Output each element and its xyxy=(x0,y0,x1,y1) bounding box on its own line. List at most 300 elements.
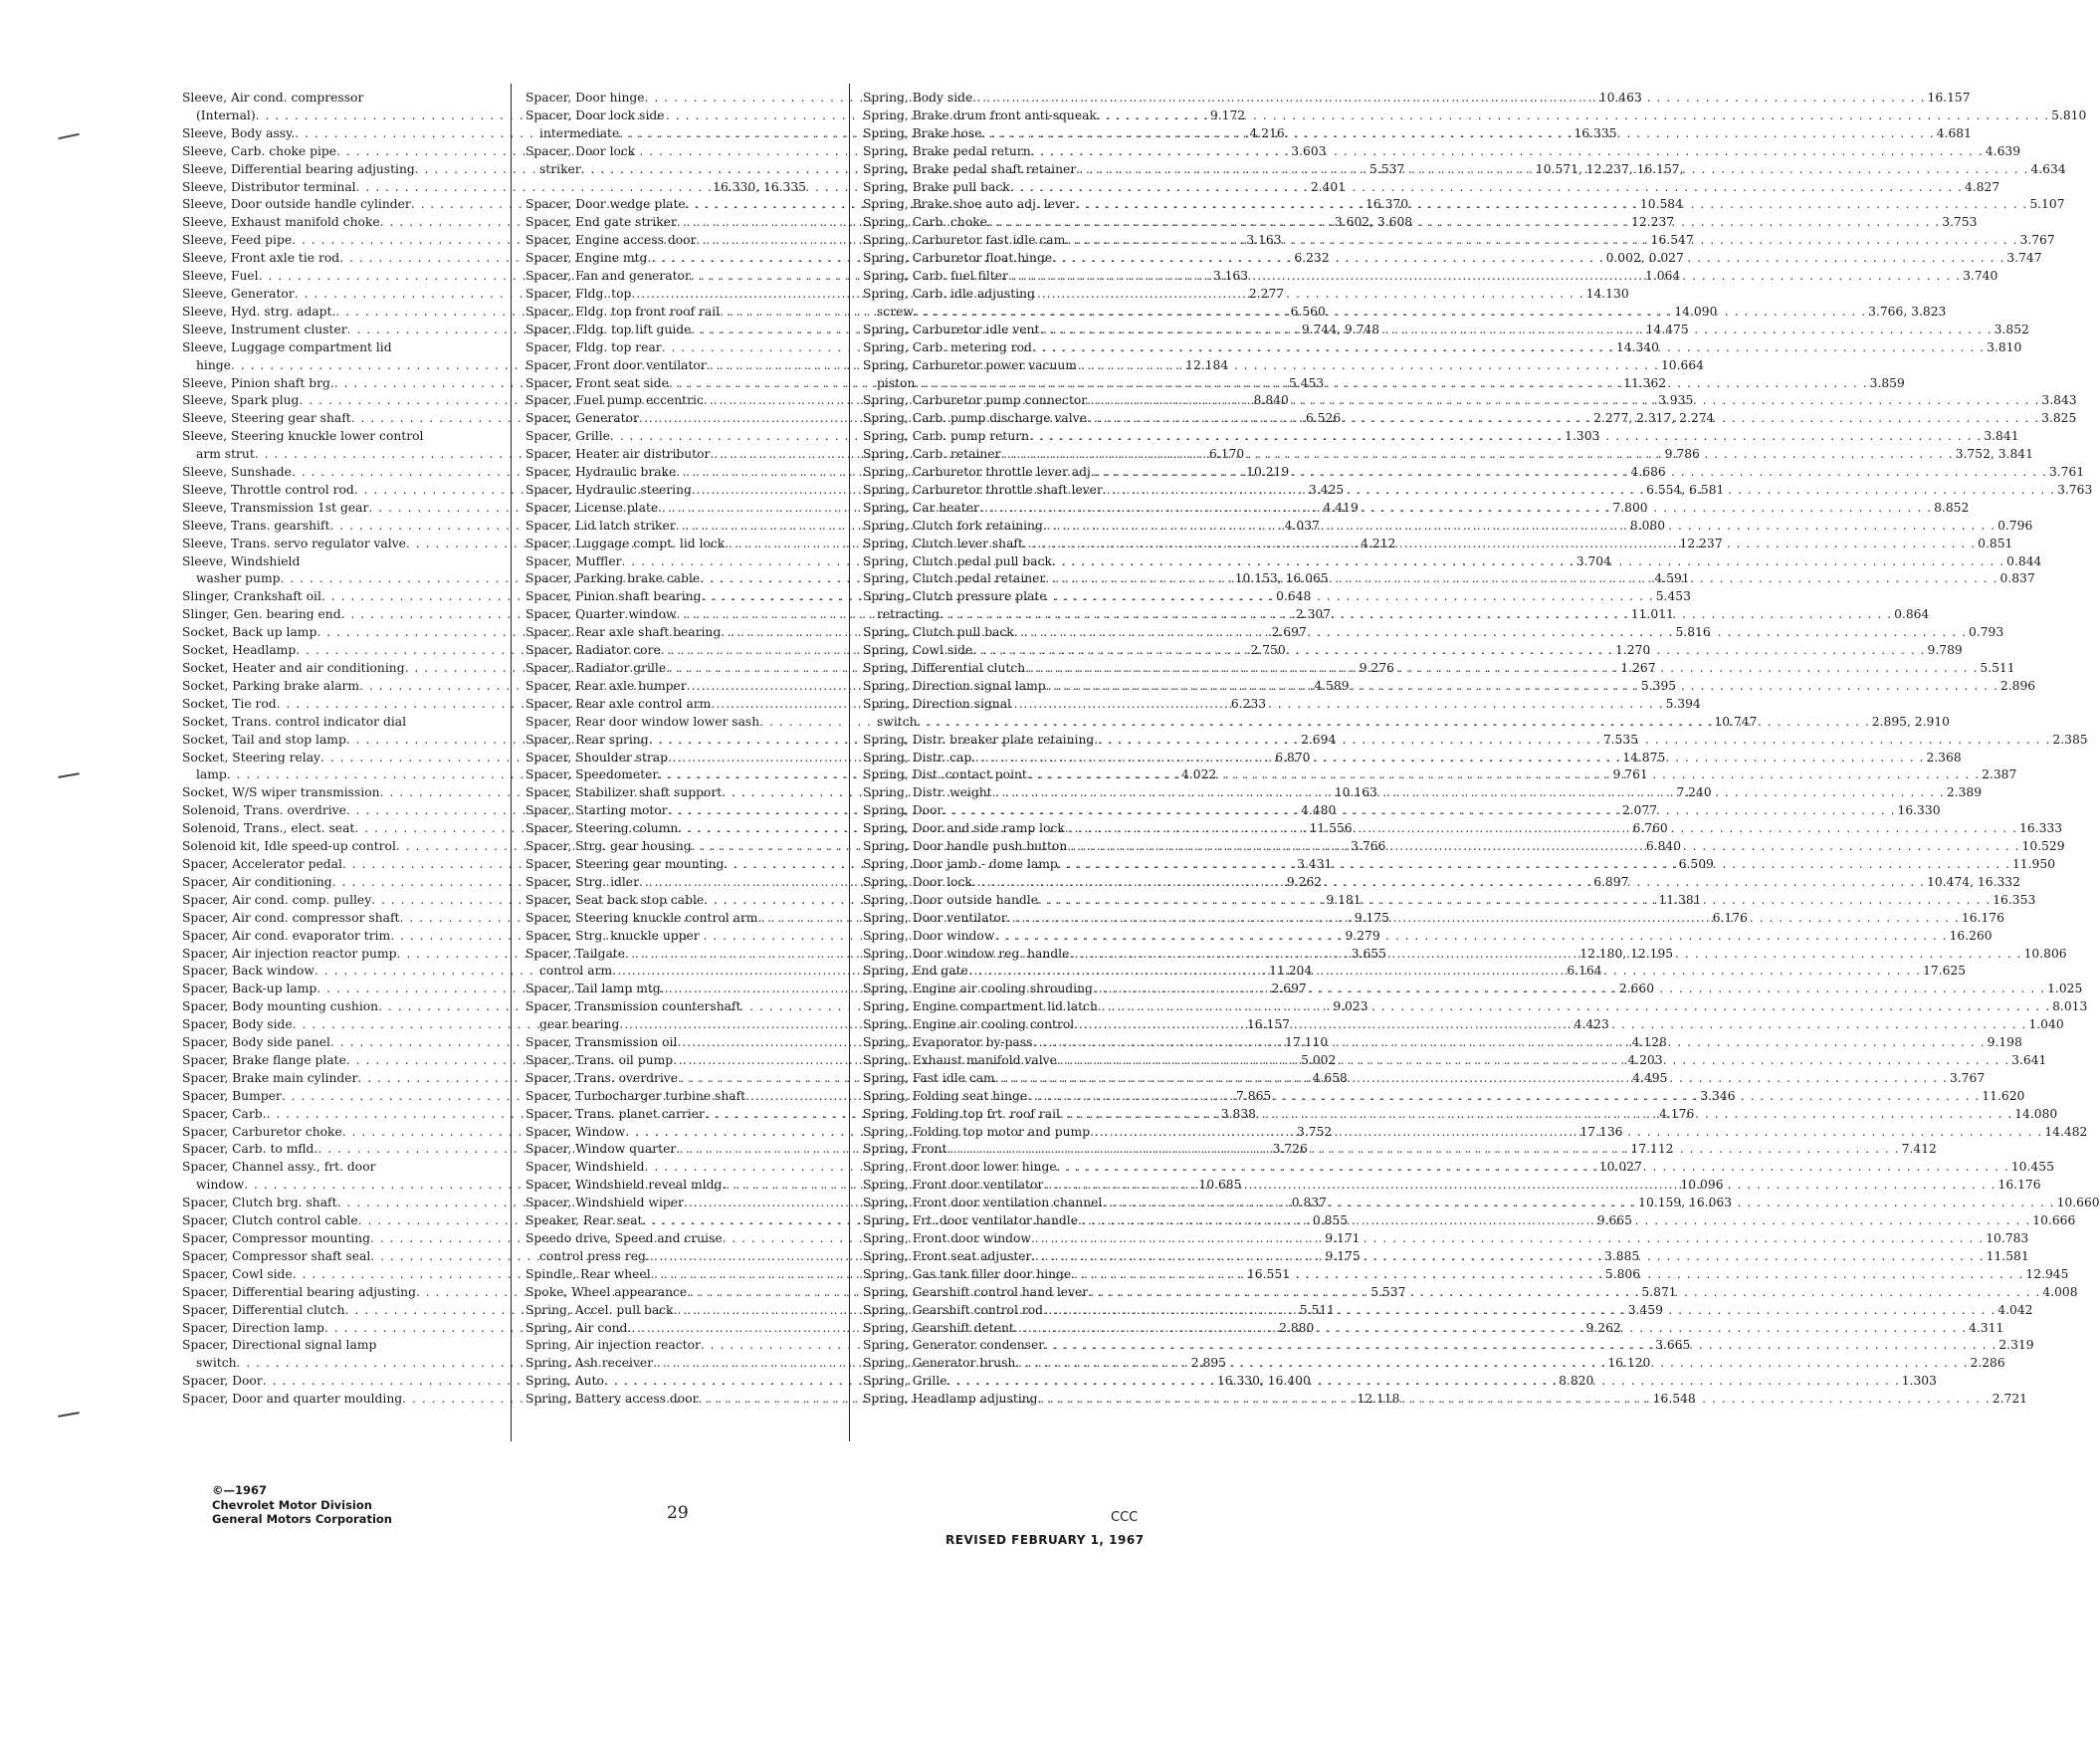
entry-page-ref: 3.761 xyxy=(2048,465,2085,480)
dot-leader xyxy=(946,1141,1899,1159)
entry-page-ref: 14.130 xyxy=(1585,286,1629,301)
dot-leader xyxy=(707,357,1659,375)
entry-label: Spoke, Wheel appearance xyxy=(525,1284,688,1299)
entry-page-ref: 14.475 xyxy=(1645,322,1689,336)
entry-page-ref: 11.620 xyxy=(1982,1088,2025,1103)
entry-page-ref: 16.335 xyxy=(1574,125,1617,140)
entry-page-ref: 8.013 xyxy=(2052,999,2088,1014)
entry-page-ref: 16.551 xyxy=(1246,1266,1290,1281)
entry-label: Sleeve, Body assy. xyxy=(182,125,296,140)
entry-page-ref: 3.825 xyxy=(2041,411,2077,426)
entry-page-ref: 5.806 xyxy=(1604,1266,1641,1281)
division-name: Chevrolet Motor Division xyxy=(212,1497,372,1512)
entry-label: Spring, Carburetor pump connector xyxy=(863,393,1088,408)
entry-page-ref: 4.634 xyxy=(2030,161,2066,176)
entry-page-ref: 9.171 xyxy=(1325,1231,1361,1245)
dot-leader xyxy=(1088,1284,2040,1302)
entry-label: Spacer, Muffler xyxy=(525,553,622,568)
entry-label: Spring, Carburetor throttle lever adj. xyxy=(863,465,1095,480)
entry-label: Spring, Distr. breaker plate retaining. xyxy=(863,732,1099,747)
entry-label: Spacer, Window quarter xyxy=(525,1142,677,1157)
index-entry xyxy=(182,90,467,108)
entry-label: Spring, Evaporator by-pass xyxy=(863,1035,1033,1050)
entry-page-ref: 3.852 xyxy=(1994,322,2029,336)
dot-leader xyxy=(1090,1124,2042,1142)
entry-label: Spring, Brake pedal shaft retainer xyxy=(863,161,1077,176)
entry-page-ref: 4.480 xyxy=(1301,803,1337,818)
entry-label: Spacer, Door lock xyxy=(525,143,636,158)
dot-leader xyxy=(1097,108,2049,125)
entry-page-ref: 10.159, 16.063 xyxy=(1638,1196,1733,1210)
entry-page-ref: 10.096 xyxy=(1680,1178,1724,1193)
entry-label: Spacer, Seat back stop cable xyxy=(525,892,705,907)
index-entry xyxy=(863,286,1140,304)
entry-label: Spring, Clutch pressure plate xyxy=(863,589,1047,604)
entry-label: Spacer, Door hinge xyxy=(525,91,645,105)
entry-page-ref: 1.064 xyxy=(1645,269,1681,284)
dot-leader xyxy=(968,963,1921,981)
entry-page-ref: 6.897 xyxy=(1593,874,1629,889)
page-number: 29 xyxy=(667,1503,689,1523)
entry-label: Spring, Carburetor throttle shaft lever xyxy=(863,482,1103,497)
entry-page-ref: 6.509 xyxy=(1678,856,1714,871)
entry-label: Spacer, Clutch control cable xyxy=(182,1213,358,1228)
entry-label: Spring, Cowl side xyxy=(863,643,973,658)
entry-label: switch xyxy=(196,1356,237,1371)
entry-page-ref: 9.744, 9.748 xyxy=(1301,322,1380,336)
entry-page-ref: 3.767 xyxy=(1949,1070,1986,1085)
entry-page-ref: 2.286 xyxy=(1970,1356,2005,1371)
entry-page-ref: 4.176 xyxy=(1659,1106,1695,1121)
entry-label: Spacer, Fldg. top xyxy=(525,286,632,301)
entry-label: Spring, Carb. pump discharge valve xyxy=(863,411,1087,426)
entry-label: Spring, Air injection reactor xyxy=(525,1338,701,1353)
entry-page-ref: 0.864 xyxy=(1894,607,1930,622)
entry-page-ref: 3.763 xyxy=(2057,482,2093,497)
entry-label: Spacer, Door and quarter moulding xyxy=(182,1392,403,1407)
entry-label: screw xyxy=(877,304,914,319)
entry-page-ref: 3.726 xyxy=(1272,1142,1308,1157)
entry-page-ref: 2.077 xyxy=(1621,803,1658,818)
entry-page-ref: 1.267 xyxy=(1620,661,1656,675)
entry-label: Spring, Differential clutch xyxy=(863,661,1026,675)
entry-label: Spacer, Strg. idler xyxy=(525,874,639,889)
entry-label: Spacer, Hydraulic steering xyxy=(525,482,692,497)
entry-label: Spring, Distr. cap xyxy=(863,750,972,765)
entry-label: Spring, Carburetor idle vent xyxy=(863,322,1040,336)
entry-page-ref: 0.796 xyxy=(1997,518,2033,533)
entry-page-ref: 17.625 xyxy=(1923,964,1967,979)
entry-label: Spacer, Fldg. top front roof rail xyxy=(525,304,721,319)
entry-label: Spring, Body side xyxy=(863,91,973,105)
entry-page-ref: 14.090 xyxy=(1674,304,1718,319)
entry-page-ref: 3.753 xyxy=(1942,215,1978,230)
entry-page-ref: 11.362 xyxy=(1623,375,1667,390)
entry-label: Spacer, Back-up lamp xyxy=(182,982,317,996)
entry-page-ref: 2.895 xyxy=(1190,1356,1226,1371)
entry-page-ref: 4.203 xyxy=(1627,1052,1663,1067)
dot-leader xyxy=(947,1373,1900,1391)
entry-page-ref: 2.896 xyxy=(1999,678,2036,693)
entry-label: Sleeve, Distributor terminal xyxy=(182,179,356,194)
entry-page-ref: 7.240 xyxy=(1676,785,1712,800)
entry-label: Spring, Front seat adjuster xyxy=(863,1248,1032,1263)
entry-page-ref: 6.560 xyxy=(1290,304,1326,319)
entry-page-ref: 10.529 xyxy=(2021,839,2065,854)
entry-page-ref: 4.681 xyxy=(1936,125,1972,140)
dot-leader xyxy=(1102,1195,2054,1212)
dot-leader xyxy=(1038,1391,1991,1409)
entry-label: Spring, Gearshift control rod xyxy=(863,1302,1044,1317)
entry-label: Spacer, Differential bearing adjusting xyxy=(182,1284,416,1299)
entry-page-ref: 4.419 xyxy=(1323,500,1359,515)
entry-page-ref: 2.389 xyxy=(1946,785,1983,800)
entry-page-ref: 10.219 xyxy=(1246,465,1290,480)
dot-leader xyxy=(994,928,1947,946)
dot-leader xyxy=(1065,820,2017,838)
entry-label: Spring, Frt. door ventilator handle xyxy=(863,1213,1079,1228)
binder-hole-mark xyxy=(58,133,80,140)
entry-page-ref: 8.820 xyxy=(1559,1374,1594,1389)
entry-label: Spacer, Tailgate xyxy=(525,946,626,961)
entry-page-ref: 3.655 xyxy=(1351,946,1386,961)
index-entry xyxy=(182,714,467,732)
entry-label: Spacer, Rear axle bumper xyxy=(525,678,687,693)
entry-label: Spacer, Grille xyxy=(525,429,610,444)
entry-page-ref: 14.875 xyxy=(1622,750,1666,765)
entry-label: Spacer, Carb. xyxy=(182,1106,267,1121)
entry-page-ref: 14.340 xyxy=(1615,339,1659,354)
entry-label: Solenoid kit, Idle speed-up control xyxy=(182,839,396,854)
index-entry xyxy=(525,998,806,1016)
entry-label: Spacer, Front door ventilator xyxy=(525,357,707,372)
entry-label: Spindle, Rear wheel xyxy=(525,1266,651,1281)
entry-label: control press reg. xyxy=(539,1248,650,1263)
entry-page-ref: 17.112 xyxy=(1630,1142,1674,1157)
entry-page-ref: 16.157 xyxy=(1246,1017,1290,1032)
entry-page-ref: 9.761 xyxy=(1612,767,1648,782)
entry-label: Spacer, Accelerator pedal xyxy=(182,856,342,871)
entry-page-ref: 3.602, 3.608 xyxy=(1334,215,1413,230)
entry-page-ref: 5.810 xyxy=(2051,108,2087,122)
entry-label: Spring, Carburetor float hinge xyxy=(863,251,1053,266)
entry-page-ref: 0.793 xyxy=(1968,625,2004,640)
dot-leader xyxy=(1031,1248,1984,1266)
entry-page-ref: 7.535 xyxy=(1602,732,1639,747)
entry-page-ref: 3.740 xyxy=(1963,269,1998,284)
entry-label: Spacer, Strg. knuckle upper xyxy=(525,928,700,943)
entry-label: Spring, Brake pull back xyxy=(863,179,1010,194)
entry-page-ref: 9.172 xyxy=(1209,108,1246,122)
entry-label: Spacer, Trans. oil pump xyxy=(525,1052,674,1067)
entry-page-ref: 1.270 xyxy=(1614,643,1651,658)
entry-label: Socket, Tail and stop lamp xyxy=(182,732,346,747)
entry-label: Spacer, Steering column xyxy=(525,821,679,836)
dot-leader xyxy=(1078,1212,2030,1230)
entry-page-ref: 5.453 xyxy=(1288,375,1325,390)
entry-page-ref: 7.865 xyxy=(1236,1088,1272,1103)
binder-hole-mark xyxy=(58,772,80,778)
dot-leader xyxy=(1027,766,1980,784)
entry-page-ref: 10.783 xyxy=(1986,1231,2029,1245)
entry-label: Spacer, Trans. overdrive xyxy=(525,1070,679,1085)
entry-label: Spacer, Speedometer xyxy=(525,767,659,782)
index-entry xyxy=(863,588,1140,606)
entry-label: Spring, Door outside handle xyxy=(863,892,1038,907)
entry-page-ref: 9.789 xyxy=(1927,643,1963,658)
entry-page-ref: 0.837 xyxy=(1999,571,2035,586)
entry-label: Spring, Gearshift control hand lever xyxy=(863,1284,1089,1299)
entry-page-ref: 2.750 xyxy=(1250,643,1286,658)
entry-label: Spring, Gearshift detent xyxy=(863,1320,1014,1335)
entry-label: Spacer, Fldg. top rear xyxy=(525,339,662,354)
entry-page-ref: 10.584 xyxy=(1639,197,1683,212)
entry-label: Spring, Brake drum front anti-squeak xyxy=(863,108,1097,122)
entry-label: Spring, Grille xyxy=(863,1374,947,1389)
entry-page-ref: 3.459 xyxy=(1627,1302,1663,1317)
entry-page-ref: 10.685 xyxy=(1198,1178,1242,1193)
entry-page-ref: 3.747 xyxy=(2006,251,2042,266)
entry-label: Spacer, Windshield xyxy=(525,1160,645,1175)
entry-page-ref: 2.387 xyxy=(1982,767,2017,782)
dot-leader xyxy=(1067,838,2019,856)
entry-label: control arm xyxy=(539,964,613,979)
entry-label: Spring, Fast idle cam xyxy=(863,1070,995,1085)
entry-label: Spacer, Body side xyxy=(182,1017,293,1032)
dot-leader xyxy=(1087,410,2039,428)
entry-label: Spring, Auto xyxy=(525,1374,604,1389)
entry-label: Sleeve, Instrument cluster xyxy=(182,322,347,336)
entry-page-ref: 11.204 xyxy=(1269,964,1313,979)
entry-label: Sleeve, Exhaust manifold choke xyxy=(182,215,380,230)
entry-label: Spacer, Quarter window xyxy=(525,607,677,622)
entry-label: window xyxy=(196,1178,245,1193)
dot-leader xyxy=(1058,856,2010,874)
entry-page-ref: 16.333 xyxy=(2019,821,2063,836)
entry-page-ref: 14.482 xyxy=(2044,1124,2088,1139)
entry-page-ref: 4.128 xyxy=(1631,1035,1667,1050)
dot-leader xyxy=(1014,1320,1967,1338)
entry-page-ref: 3.841 xyxy=(1984,429,2019,444)
dot-leader xyxy=(1015,1355,1968,1373)
entry-page-ref: 10.664 xyxy=(1660,357,1704,372)
entry-page-ref: 3.838 xyxy=(1220,1106,1256,1121)
entry-label: Spacer, Hydraulic brake xyxy=(525,465,677,480)
entry-page-ref: 3.859 xyxy=(1869,375,1905,390)
entry-page-ref: 2.694 xyxy=(1301,732,1337,747)
dot-leader xyxy=(1093,981,2045,998)
entry-page-ref: 14.080 xyxy=(2014,1106,2058,1121)
entry-label: Spacer, Starting motor xyxy=(525,803,668,818)
entry-page-ref: 3.885 xyxy=(1604,1248,1640,1263)
entry-page-ref: 4.591 xyxy=(1654,571,1690,586)
entry-label: Spacer, Bumper xyxy=(182,1088,282,1103)
entry-label: Slinger, Gen. bearing end xyxy=(182,607,341,622)
entry-label: Spring, Dist. contact point xyxy=(863,767,1027,782)
entry-label: Spring, Carb. idle adjusting xyxy=(863,286,1035,301)
entry-label: Spacer, Body mounting cushion xyxy=(182,999,379,1014)
entry-page-ref: 3.752, 3.841 xyxy=(1955,447,2033,462)
entry-page-ref: 5.871 xyxy=(1641,1284,1677,1299)
entry-label: Spring, Direction signal xyxy=(863,696,1011,711)
entry-page-ref: 16.260 xyxy=(1949,928,1993,943)
dot-leader xyxy=(995,1070,1948,1088)
entry-label: Sleeve, Trans. gearshift xyxy=(182,518,330,533)
entry-label: Spacer, Air injection reactor pump xyxy=(182,946,397,961)
dot-leader xyxy=(1060,1106,2012,1124)
entry-page-ref: 6.233 xyxy=(1230,696,1267,711)
entry-label: Spring, Front door ventilation channel xyxy=(863,1196,1103,1210)
entry-label: Spacer, Transmission countershaft xyxy=(525,999,741,1014)
dot-leader xyxy=(1087,392,2039,410)
entry-label: Spring, Clutch fork retaining xyxy=(863,518,1043,533)
entry-page-ref: 4.686 xyxy=(1630,465,1666,480)
entry-page-ref: 16.353 xyxy=(1993,892,2036,907)
entry-page-ref: 11.950 xyxy=(2011,856,2056,871)
entry-label: Spring, Folding top frt. roof rail xyxy=(863,1106,1060,1121)
entry-page-ref: 6.164 xyxy=(1567,964,1602,979)
entry-label: Spacer, Stabilizer shaft support xyxy=(525,785,723,800)
entry-page-ref: 3.641 xyxy=(2011,1052,2047,1067)
entry-label: Sleeve, Windshield xyxy=(182,553,301,568)
dot-leader xyxy=(1032,339,1985,357)
entry-page-ref: 4.311 xyxy=(1969,1320,2004,1335)
entry-page-ref: 2.319 xyxy=(1998,1338,2034,1353)
index-entry xyxy=(525,1230,806,1248)
entry-page-ref: 2.880 xyxy=(1279,1320,1315,1335)
entry-page-ref: 2.277, 2.317, 2.274 xyxy=(1593,411,1715,426)
dot-leader xyxy=(1043,1302,1995,1320)
entry-label: Sleeve, Differential bearing adjusting xyxy=(182,161,415,176)
entry-label: Slinger, Crankshaft oil xyxy=(182,589,321,604)
entry-page-ref: 10.153, 16.065 xyxy=(1234,571,1329,586)
entry-page-ref: 16.330, 16.335 xyxy=(713,179,806,194)
dot-leader xyxy=(971,750,1924,767)
entry-label: Sleeve, Throttle control rod xyxy=(182,482,354,497)
entry-page-ref: 2.697 xyxy=(1271,982,1307,996)
index-entry xyxy=(863,696,1140,714)
entry-label: Spring, Clutch lever shaft xyxy=(863,536,1023,550)
entry-page-ref: 9.181 xyxy=(1326,892,1362,907)
entry-label: Spacer, Compressor mounting xyxy=(182,1231,371,1245)
entry-page-ref: 6.176 xyxy=(1712,910,1748,925)
entry-page-ref: 11.011 xyxy=(1630,607,1674,622)
entry-label: Spring, Direction signal lamp xyxy=(863,678,1046,693)
entry-label: Spacer, Fuel pump eccentric xyxy=(525,393,704,408)
entry-label: Spacer, Fldg. top lift guide xyxy=(525,322,692,336)
dot-leader xyxy=(940,606,1892,624)
entry-label: Spring, End gate xyxy=(863,964,968,979)
entry-label: Spacer, Luggage compt. lid lock xyxy=(525,536,726,550)
entry-label: Spring, Front xyxy=(863,1142,947,1157)
entry-page-ref: 2.697 xyxy=(1271,625,1307,640)
entry-label: Spacer, Compressor shaft seal xyxy=(182,1248,371,1263)
entry-label: Sleeve, Steering knuckle lower control xyxy=(182,429,424,444)
entry-page-ref: 2.660 xyxy=(1618,982,1655,996)
dot-leader xyxy=(1057,1159,2009,1177)
entry-page-ref: 3.163 xyxy=(1212,269,1249,284)
entry-page-ref: 9.279 xyxy=(1345,928,1380,943)
entry-page-ref: 3.431 xyxy=(1297,856,1333,871)
entry-label: switch xyxy=(877,714,918,729)
entry-page-ref: 12.237 xyxy=(1631,215,1675,230)
dot-leader xyxy=(1023,536,1976,553)
entry-page-ref: 8.080 xyxy=(1629,518,1666,533)
entry-label: Spacer, Air cond. evaporator trim xyxy=(182,928,391,943)
entry-page-ref: 3.665 xyxy=(1655,1338,1691,1353)
entry-label: Spring, Distr. weight xyxy=(863,785,992,800)
entry-label: Sleeve, Carb. choke pipe xyxy=(182,143,337,158)
entry-page-ref: 16.330 xyxy=(1897,803,1941,818)
entry-label: Spacer, Tail lamp mtg. xyxy=(525,982,665,996)
dot-leader xyxy=(1044,1337,1996,1355)
entry-label: Sleeve, Transmission 1st gear xyxy=(182,500,369,515)
entry-label: Spring, Generator brush xyxy=(863,1356,1016,1371)
entry-label: Spring, Folding seat hinge xyxy=(863,1088,1028,1103)
entry-page-ref: 2.307 xyxy=(1295,607,1332,622)
entry-label: (Internal) xyxy=(196,108,256,122)
dot-leader xyxy=(1045,570,1997,588)
entry-label: Spacer, Brake flange plate xyxy=(182,1052,346,1067)
entry-label: Spring, Front door lower hinge xyxy=(863,1160,1057,1175)
dot-leader xyxy=(1074,1016,2026,1034)
entry-page-ref: 17.136 xyxy=(1579,1124,1623,1139)
entry-page-ref: 10.660 xyxy=(2056,1196,2100,1210)
entry-label: intermediate xyxy=(539,125,620,140)
entry-label: Socket, Heater and air conditioning xyxy=(182,661,405,675)
entry-label: Spring, Door jamb - dome lamp xyxy=(863,856,1058,871)
entry-label: Spring, Engine air cooling control xyxy=(863,1017,1075,1032)
entry-label: Spacer, Door wedge plate xyxy=(525,197,686,212)
entry-page-ref: 9.198 xyxy=(1987,1035,2022,1050)
entry-page-ref: 10.163 xyxy=(1334,785,1377,800)
entry-label: Spacer, Turbocharger turbine shaft xyxy=(525,1088,746,1103)
entry-label: washer pump xyxy=(196,571,281,586)
page-code: CCC xyxy=(1111,1510,1139,1525)
entry-page-ref: 10.571, 12.237, 16.157, xyxy=(1535,161,1684,176)
entry-page-ref: 3.810 xyxy=(1987,339,2022,354)
entry-page-ref: 9.175 xyxy=(1325,1248,1361,1263)
binder-hole-mark xyxy=(58,1412,80,1418)
entry-page-ref: 5.537 xyxy=(1369,161,1405,176)
dot-leader xyxy=(1027,1088,1980,1106)
entry-label: Spring, Car heater xyxy=(863,500,979,515)
dot-leader xyxy=(1075,196,2027,214)
index-entry xyxy=(182,1337,467,1355)
entry-label: Spacer, License plate xyxy=(525,500,659,515)
dot-leader xyxy=(701,588,1653,606)
entry-page-ref: 1.040 xyxy=(2028,1017,2064,1032)
entry-label: Spacer, Cowl side xyxy=(182,1266,293,1281)
entry-page-ref: 5.816 xyxy=(1675,625,1711,640)
entry-page-ref: 2.721 xyxy=(1992,1392,2027,1407)
entry-label: Sleeve, Generator xyxy=(182,286,295,301)
entry-label: Speedo drive, Speed and cruise xyxy=(525,1231,723,1245)
entry-label: Spacer, Front seat side xyxy=(525,375,669,390)
entry-label: Sleeve, Air cond. compressor xyxy=(182,91,364,105)
entry-page-ref: 10.747 xyxy=(1714,714,1758,729)
entry-label: Spring, Carburetor fast idle cam xyxy=(863,233,1066,248)
entry-label: Spacer, Strg. gear housing xyxy=(525,839,692,854)
entry-page-ref: 0.002, 0.027 xyxy=(1605,251,1684,266)
dot-leader xyxy=(1046,678,1998,696)
entry-page-ref: 2.385 xyxy=(2052,732,2088,747)
entry-label: Spacer, Fan and generator xyxy=(525,269,691,284)
entry-label: Spacer, Trans. planet carrier xyxy=(525,1106,705,1121)
entry-label: Spring, Door handle push button xyxy=(863,839,1068,854)
entry-page-ref: 0.837 xyxy=(1291,1196,1328,1210)
dot-leader xyxy=(1008,268,1961,286)
